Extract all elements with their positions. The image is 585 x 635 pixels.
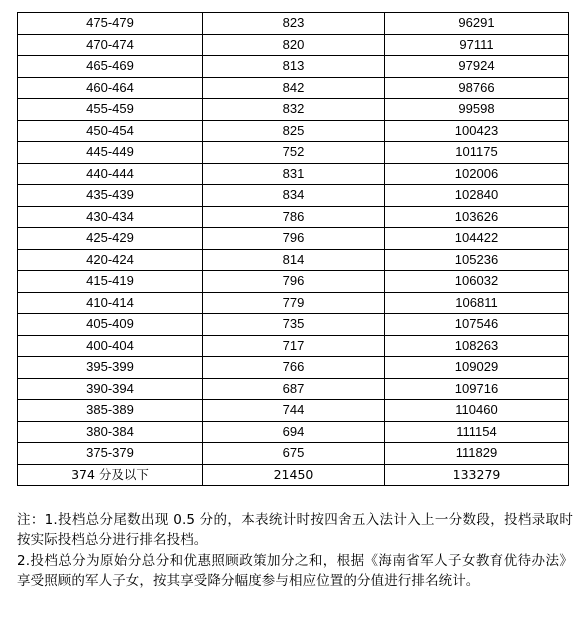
notes-section	[17, 510, 573, 591]
cumulative-cell: 96291	[385, 13, 569, 35]
count-cell: 786	[203, 206, 385, 228]
count-cell: 675	[203, 443, 385, 465]
count-cell: 687	[203, 378, 385, 400]
table-row	[18, 421, 569, 443]
table-row	[18, 443, 569, 465]
cumulative-cell: 109716	[385, 378, 569, 400]
table-row	[18, 99, 569, 121]
cumulative-cell: 107546	[385, 314, 569, 336]
count-cell: 21450	[203, 464, 385, 486]
cumulative-cell: 98766	[385, 77, 569, 99]
cumulative-cell: 133279	[385, 464, 569, 486]
cumulative-cell: 110460	[385, 400, 569, 422]
table-row	[18, 13, 569, 35]
score-range-cell: 395-399	[18, 357, 203, 379]
score-range-cell: 440-444	[18, 163, 203, 185]
score-range-cell: 375-379	[18, 443, 203, 465]
count-cell: 814	[203, 249, 385, 271]
score-range-cell: 425-429	[18, 228, 203, 250]
note-1: 注：1.投档总分尾数出现 0.5 分的，本表统计时按四舍五入法计入上一分数段，投档录取时按实际投档总分进行排名投档。	[17, 512, 573, 548]
count-cell: 823	[203, 13, 385, 35]
score-range-cell: 430-434	[18, 206, 203, 228]
count-cell: 752	[203, 142, 385, 164]
cumulative-cell: 109029	[385, 357, 569, 379]
note-2: 2.投档总分为原始分总分和优惠照顾政策加分之和，根据《海南省军人子女教育优待办法》享受照顾的军人子女，按其享受降分幅度参与相应位置的分值进行排名统计。	[17, 553, 573, 589]
table-row	[18, 206, 569, 228]
table-row	[18, 249, 569, 271]
cumulative-cell: 97111	[385, 34, 569, 56]
score-range-cell: 374 分及以下	[18, 464, 203, 486]
cumulative-cell: 111154	[385, 421, 569, 443]
score-range-cell: 470-474	[18, 34, 203, 56]
score-range-cell: 400-404	[18, 335, 203, 357]
count-cell: 779	[203, 292, 385, 314]
score-range-cell: 435-439	[18, 185, 203, 207]
cumulative-cell: 102006	[385, 163, 569, 185]
table-row	[18, 185, 569, 207]
cumulative-cell: 106811	[385, 292, 569, 314]
score-range-cell: 465-469	[18, 56, 203, 78]
count-cell: 717	[203, 335, 385, 357]
score-range-cell: 460-464	[18, 77, 203, 99]
table-row	[18, 120, 569, 142]
score-range-cell: 390-394	[18, 378, 203, 400]
count-cell: 813	[203, 56, 385, 78]
cumulative-cell: 103626	[385, 206, 569, 228]
count-cell: 796	[203, 228, 385, 250]
cumulative-cell: 100423	[385, 120, 569, 142]
table-row	[18, 271, 569, 293]
cumulative-cell: 108263	[385, 335, 569, 357]
table-row	[18, 228, 569, 250]
table-body	[18, 13, 569, 486]
count-cell: 831	[203, 163, 385, 185]
score-distribution-table	[17, 12, 569, 486]
cumulative-cell: 105236	[385, 249, 569, 271]
table-row	[18, 163, 569, 185]
count-cell: 694	[203, 421, 385, 443]
count-cell: 766	[203, 357, 385, 379]
count-cell: 820	[203, 34, 385, 56]
score-range-cell: 445-449	[18, 142, 203, 164]
count-cell: 832	[203, 99, 385, 121]
cumulative-cell: 101175	[385, 142, 569, 164]
table-row	[18, 292, 569, 314]
cumulative-cell: 106032	[385, 271, 569, 293]
table-row	[18, 357, 569, 379]
table-row	[18, 77, 569, 99]
table-row	[18, 56, 569, 78]
cumulative-cell: 104422	[385, 228, 569, 250]
count-cell: 834	[203, 185, 385, 207]
cumulative-cell: 102840	[385, 185, 569, 207]
score-range-cell: 455-459	[18, 99, 203, 121]
count-cell: 842	[203, 77, 385, 99]
table-row	[18, 34, 569, 56]
cumulative-cell: 97924	[385, 56, 569, 78]
score-range-cell: 380-384	[18, 421, 203, 443]
score-range-cell: 405-409	[18, 314, 203, 336]
table-row	[18, 142, 569, 164]
table-row	[18, 464, 569, 486]
score-range-cell: 385-389	[18, 400, 203, 422]
score-range-cell: 420-424	[18, 249, 203, 271]
count-cell: 796	[203, 271, 385, 293]
count-cell: 744	[203, 400, 385, 422]
score-range-cell: 415-419	[18, 271, 203, 293]
table-row	[18, 335, 569, 357]
count-cell: 735	[203, 314, 385, 336]
score-range-cell: 410-414	[18, 292, 203, 314]
count-cell: 825	[203, 120, 385, 142]
table-row	[18, 314, 569, 336]
table-row	[18, 378, 569, 400]
score-range-cell: 450-454	[18, 120, 203, 142]
cumulative-cell: 111829	[385, 443, 569, 465]
table-row	[18, 400, 569, 422]
cumulative-cell: 99598	[385, 99, 569, 121]
score-range-cell: 475-479	[18, 13, 203, 35]
